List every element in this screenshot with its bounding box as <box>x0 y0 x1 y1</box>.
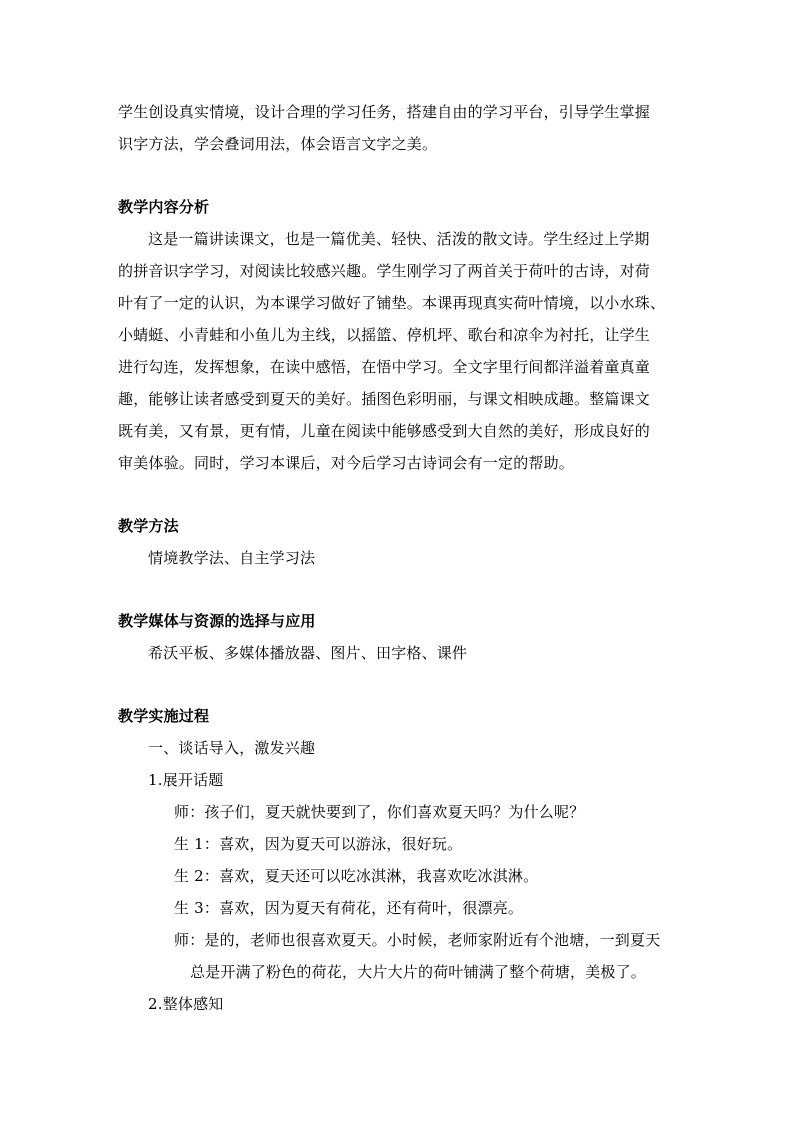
media-text: 希沃平板、多媒体播放器、图片、田字格、课件 <box>148 644 468 662</box>
dialogue-line-5: 师：是的，老师也很喜欢夏天。小时候，老师家附近有个池塘，一到夏天 <box>174 931 661 949</box>
intro-line-1: 学生创设真实情境，设计合理的学习任务，搭建自由的学习平台，引导学生掌握 <box>118 103 651 121</box>
intro-line-2: 识字方法，学会叠词用法，体会语言文字之美。 <box>118 135 438 153</box>
dialogue-line-6: 总是开满了粉色的荷花，大片大片的荷叶铺满了整个荷塘，美极了。 <box>190 963 647 981</box>
analysis-line-3: 叶有了一定的认识，为本课学习做好了铺垫。本课再现真实荷叶情境，以小水珠、 <box>118 294 666 312</box>
dialogue-line-3: 生 2：喜欢，夏天还可以吃冰淇淋，我喜欢吃冰淇淋。 <box>174 867 539 885</box>
analysis-line-5: 进行勾连，发挥想象，在读中感悟，在悟中学习。全文字里行间都洋溢着童真童 <box>118 358 651 376</box>
section-heading-content-analysis: 教学内容分析 <box>118 198 210 216</box>
process-sub-1: 1.展开话题 <box>148 771 224 789</box>
dialogue-line-4: 生 3：喜欢，因为夏天有荷花，还有荷叶，很漂亮。 <box>174 899 524 917</box>
section-heading-methods: 教学方法 <box>118 517 179 535</box>
process-sub-2: 2.整体感知 <box>148 995 224 1013</box>
analysis-line-4: 小蜻蜓、小青蛙和小鱼儿为主线，以摇篮、停机坪、歌台和凉伞为衬托，让学生 <box>118 326 651 344</box>
dialogue-line-2: 生 1：喜欢，因为夏天可以游泳，很好玩。 <box>174 835 463 853</box>
dialogue-line-1: 师：孩子们，夏天就快要到了，你们喜欢夏天吗？为什么呢？ <box>174 803 585 821</box>
analysis-line-1: 这是一篇讲读课文，也是一篇优美、轻快、活泼的散文诗。学生经过上学期 <box>148 230 650 248</box>
section-heading-media: 教学媒体与资源的选择与应用 <box>118 612 316 630</box>
section-heading-process: 教学实施过程 <box>118 707 210 725</box>
methods-text: 情境教学法、自主学习法 <box>148 549 316 567</box>
analysis-line-7: 既有美，又有景，更有情，儿童在阅读中能够感受到大自然的美好，形成良好的 <box>118 422 651 440</box>
analysis-line-2: 的拼音识字学习，对阅读比较感兴趣。学生刚学习了两首关于荷叶的古诗，对荷 <box>118 262 651 280</box>
analysis-line-6: 趣，能够让读者感受到夏天的美好。插图色彩明丽，与课文相映成趣。整篇课文 <box>118 390 651 408</box>
process-section-1: 一、谈话导入，激发兴趣 <box>148 739 316 757</box>
analysis-line-8: 审美体验。同时，学习本课后，对今后学习古诗词会有一定的帮助。 <box>118 454 575 472</box>
